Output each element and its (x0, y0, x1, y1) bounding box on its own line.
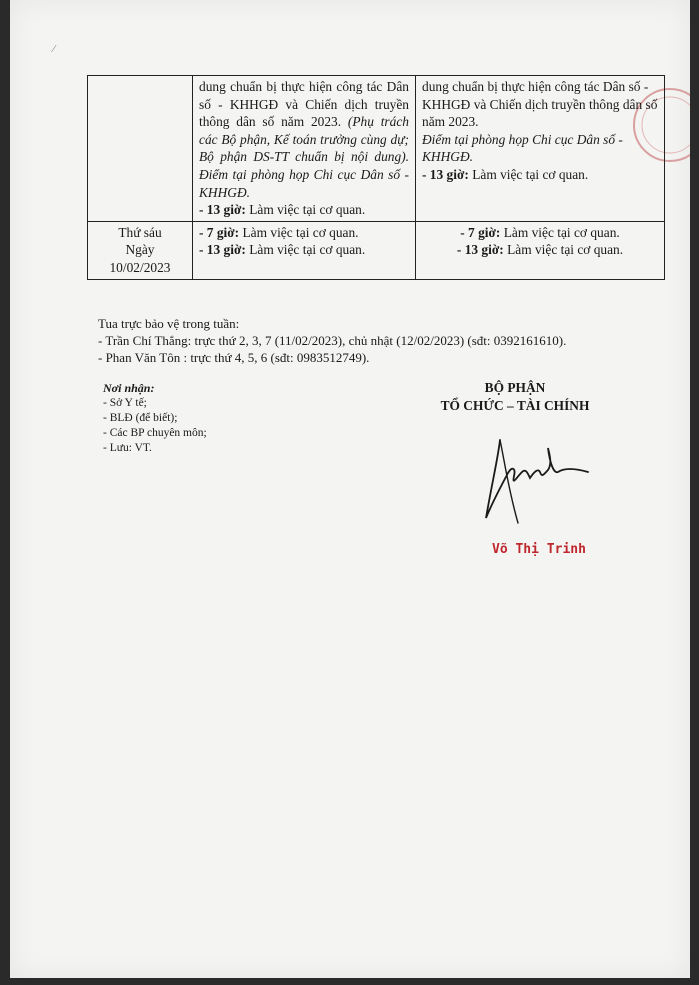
signer-name: Võ Thị Trinh (492, 542, 586, 557)
duty-line: - Trần Chí Thắng: trực thứ 2, 3, 7 (11/02/2023), chủ nhật (12/02/2023) (sđt: 0392161610). (98, 333, 567, 348)
scan-mark: ⁄ (53, 44, 55, 55)
department-line: TỔ CHỨC – TÀI CHÍNH (440, 398, 590, 413)
guard-duty-section (98, 315, 566, 366)
table-row (88, 221, 665, 279)
morning-cell (193, 76, 416, 222)
time-label: - 7 giờ: (199, 224, 240, 240)
afternoon-cell (416, 221, 665, 279)
cell-italic-note: (Phụ trách các Bộ phận, Kế toán trưởng cùng dự; Bộ phận DS-TT chuẩn bị nội dung). Điểm tại phòng họp Chi cục Dân số - KHHGĐ. (199, 114, 409, 200)
cell-text: dung chuẩn bị thực hiện công tác Dân số - KHHGĐ và Chiến dịch truyền thông dân số năm 2023. (422, 79, 658, 130)
weekday: Thứ sáu (118, 224, 162, 240)
activity-text: Làm việc tại cơ quan. (468, 166, 589, 182)
recipient-item: - Sở Y tế; (103, 397, 147, 409)
time-label: - 13 giờ: (199, 202, 246, 218)
cell-italic-note: Điểm tại phòng họp Chi cục Dân số - KHHGĐ. (422, 131, 623, 165)
time-label: - 13 giờ: (422, 166, 469, 182)
afternoon-cell (416, 76, 665, 222)
activity-text: Làm việc tại cơ quan. (239, 224, 359, 240)
duty-line: - Phan Văn Tôn : trực thứ 4, 5, 6 (sđt: 0983512749). (98, 350, 370, 365)
cell-text: dung chuẩn bị thực hiện công tác Dân số - KHHGĐ và Chiến dịch truyền thông dân số năm 2023. (199, 79, 409, 130)
schedule-table (87, 75, 665, 280)
duty-heading: Tua trực bảo vệ trong tuần: (98, 316, 240, 331)
activity-text: Làm việc tại cơ quan. (245, 202, 366, 218)
activity-text: Làm việc tại cơ quan. (245, 242, 366, 258)
recipient-item: - Lưu: VT. (103, 442, 152, 454)
date-label: Ngày (125, 242, 155, 258)
day-cell (88, 76, 193, 222)
recipients-heading: Nơi nhận: (103, 381, 155, 395)
handwritten-signature (478, 428, 608, 528)
document-page (10, 0, 690, 978)
morning-cell (193, 221, 416, 279)
activity-text: Làm việc tại cơ quan. (500, 224, 620, 240)
time-label: - 13 giờ: (456, 242, 504, 258)
recipient-item: - BLĐ (để biết); (103, 412, 178, 424)
time-label: - 7 giờ: (460, 224, 501, 240)
department-line: BỘ PHẬN (484, 380, 546, 395)
time-label: - 13 giờ: (199, 242, 246, 258)
date-value: 10/02/2023 (109, 259, 171, 275)
department-heading (425, 379, 605, 415)
recipients-section (103, 381, 207, 456)
recipient-item: - Các BP chuyên môn; (103, 427, 207, 439)
activity-text: Làm việc tại cơ quan. (503, 242, 624, 258)
table-row (88, 76, 665, 222)
day-cell (88, 221, 193, 279)
